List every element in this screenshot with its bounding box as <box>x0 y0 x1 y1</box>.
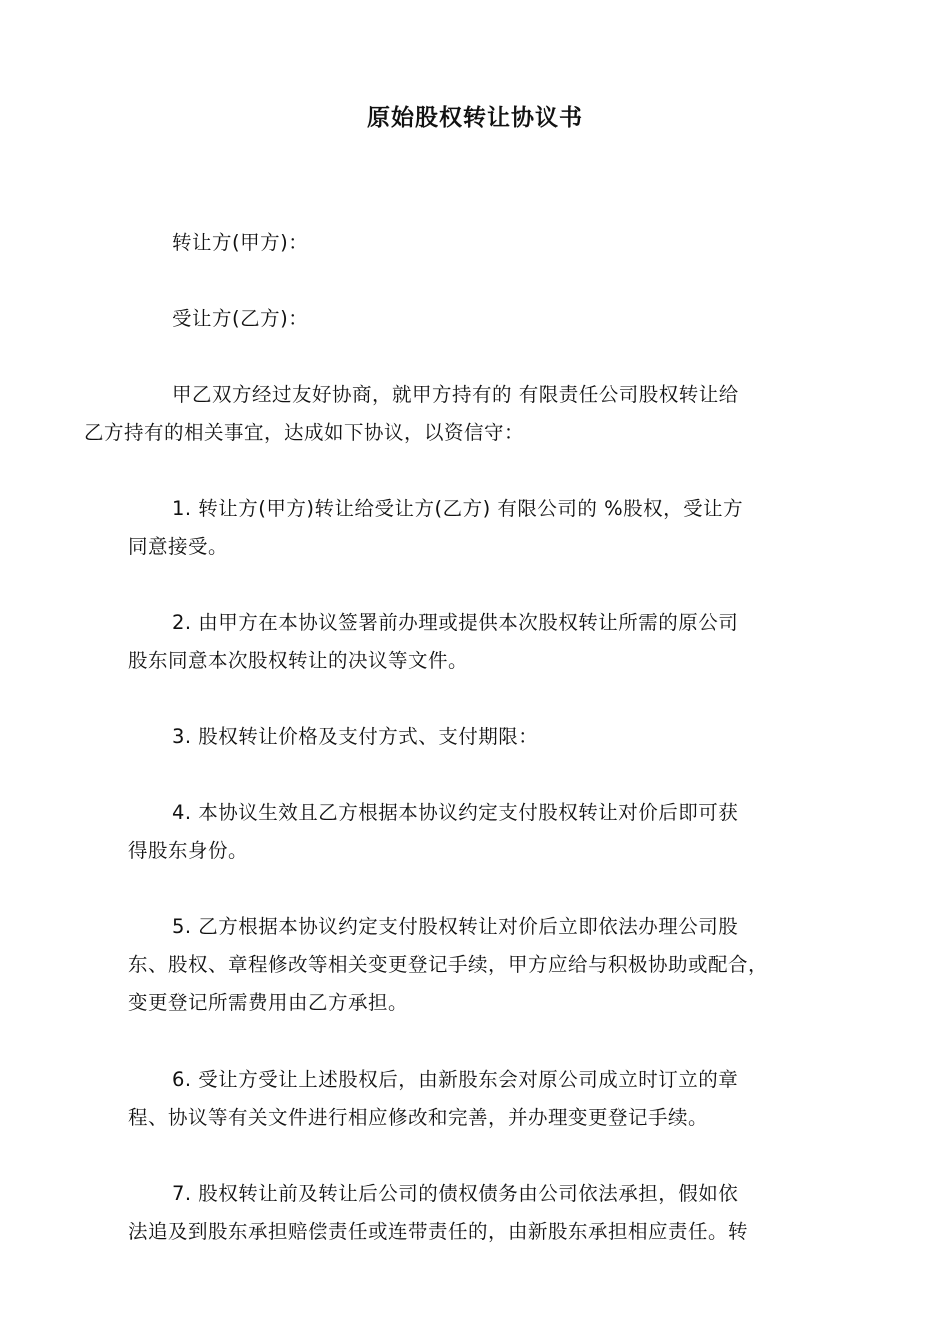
clause-4-line-2: 得股东身份。 <box>128 839 249 862</box>
clause-6-line-1: 6. 受让方受让上述股权后，由新股东会对原公司成立时订立的章 <box>172 1068 739 1091</box>
document-title: 原始股权转让协议书 <box>367 105 583 131</box>
clause-6 <box>128 1061 828 1137</box>
clause-2 <box>128 604 828 680</box>
clause-5-line-2: 东、股权、章程修改等相关变更登记手续，甲方应给与积极协助或配合， <box>128 953 769 976</box>
clause-7-line-1: 7. 股权转让前及转让后公司的债权债务由公司依法承担，假如依 <box>172 1182 739 1205</box>
clause-1 <box>128 490 828 566</box>
clause-7-line-2: 法追及到股东承担赔偿责任或连带责任的，由新股东承担相应责任。转 <box>128 1220 749 1243</box>
intro-paragraph <box>84 376 828 452</box>
clause-4 <box>128 794 828 870</box>
clause-5-line-1: 5. 乙方根据本协议约定支付股权转让对价后立即依法办理公司股 <box>172 915 739 938</box>
transferee-line: 受让方(乙方)： <box>172 307 309 330</box>
clause-7 <box>128 1175 828 1251</box>
clause-3-line-1: 3. 股权转让价格及支付方式、支付期限： <box>172 725 539 748</box>
clause-5 <box>128 908 828 1022</box>
transferor-line: 转让方(甲方)： <box>172 231 309 254</box>
intro-line-2: 乙方持有的相关事宜，达成如下协议，以资信守： <box>84 421 525 444</box>
clause-1-line-2: 同意接受。 <box>128 535 229 558</box>
clause-2-line-2: 股东同意本次股权转让的决议等文件。 <box>128 649 469 672</box>
clause-2-line-1: 2. 由甲方在本协议签署前办理或提供本次股权转让所需的原公司 <box>172 611 739 634</box>
clause-6-line-2: 程、协议等有关文件进行相应修改和完善，并办理变更登记手续。 <box>128 1106 709 1129</box>
clause-3 <box>128 718 828 756</box>
clause-5-line-3: 变更登记所需费用由乙方承担。 <box>128 991 409 1014</box>
clause-1-line-1: 1. 转让方(甲方)转让给受让方(乙方) 有限公司的 %股权，受让方 <box>172 497 744 520</box>
clause-4-line-1: 4. 本协议生效且乙方根据本协议约定支付股权转让对价后即可获 <box>172 801 739 824</box>
intro-line-1: 甲乙双方经过友好协商，就甲方持有的 有限责任公司股权转让给 <box>172 383 739 406</box>
